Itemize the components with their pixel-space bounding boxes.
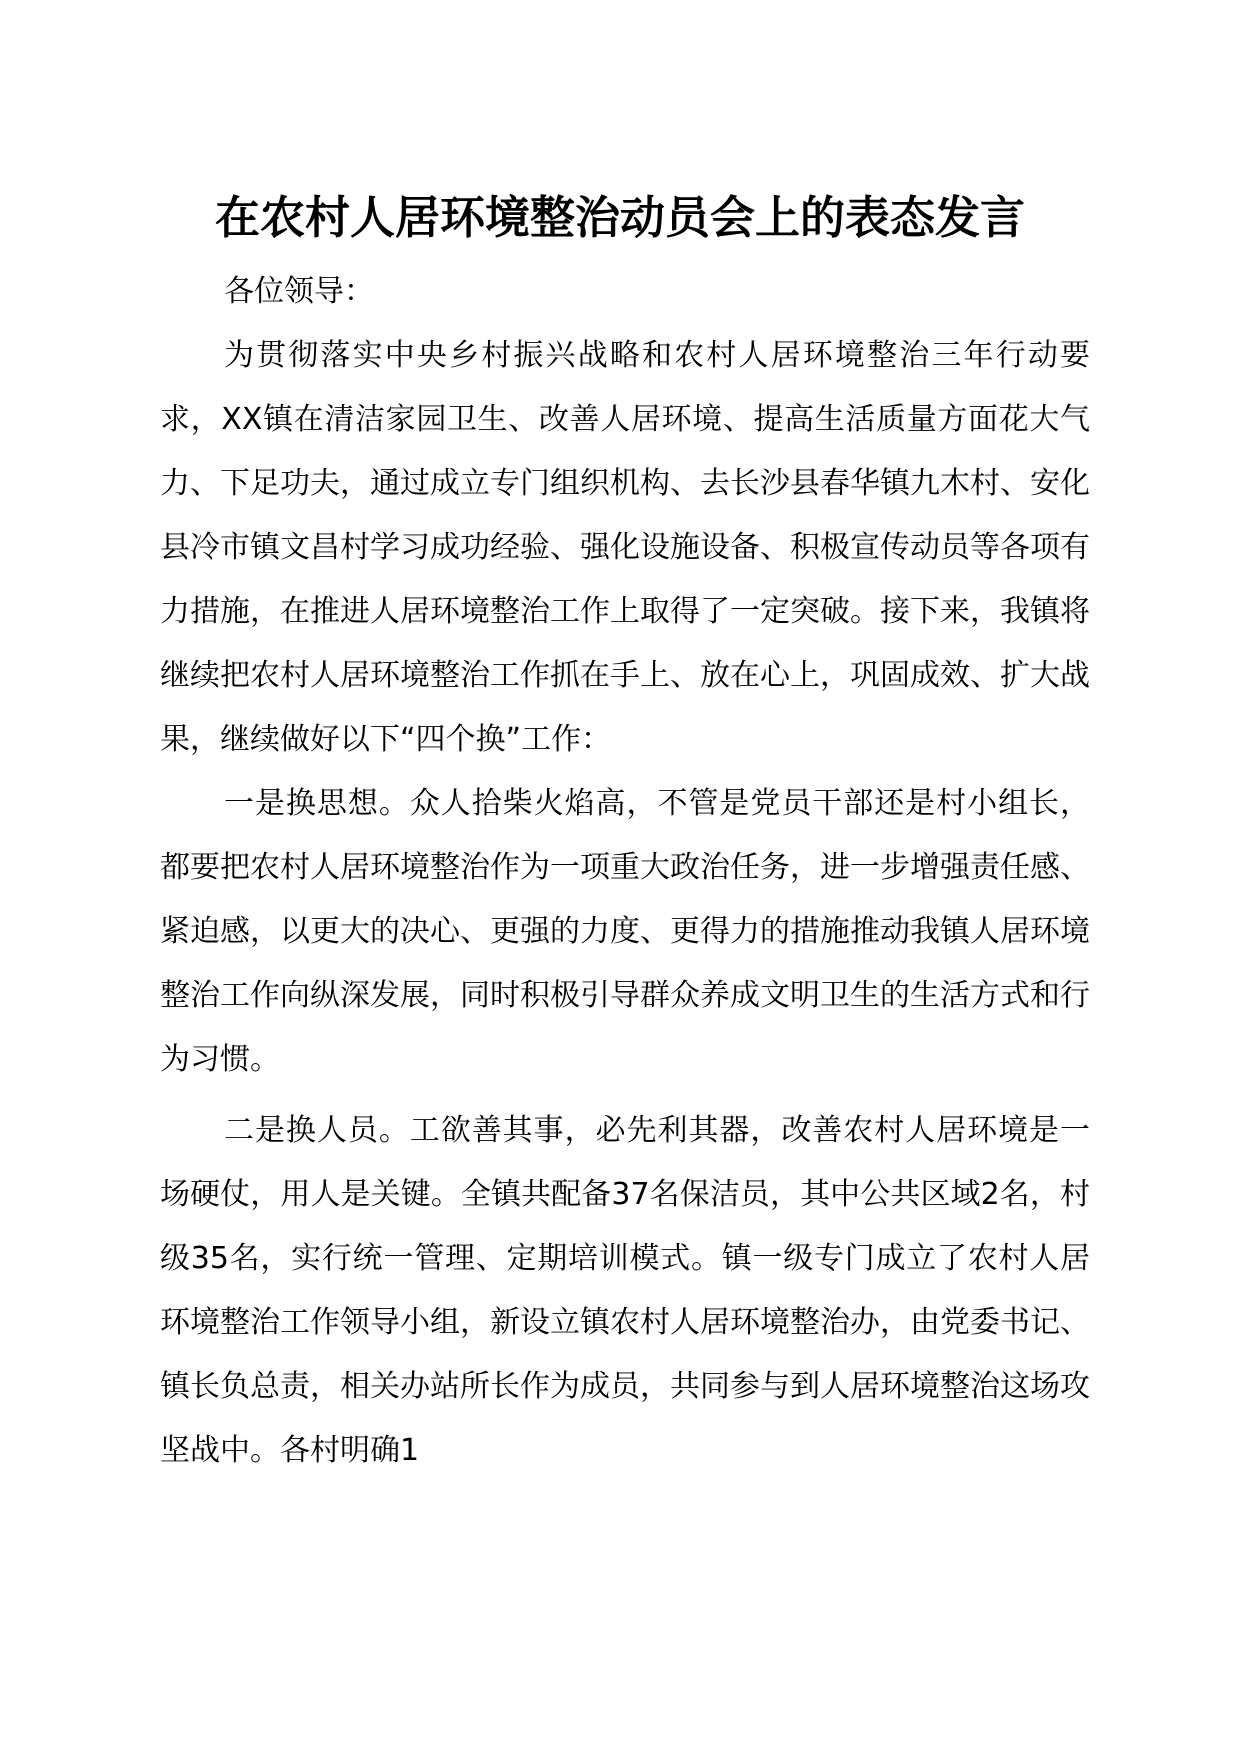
document-title: 在农村人居环境整治动员会上的表态发言	[214, 191, 1025, 244]
document-body	[160, 260, 1090, 1483]
paragraph-intro: 为贯彻落实中央乡村振兴战略和农村人居环境整治三年行动要求，XX镇在清洁家园卫生、改善人居环境、提高生活质量方面花大气力、下足功夫，通过成立专门组织机构、去长沙县春华镇九木村、安化县冷市镇文昌村学习成功经验、强化设施设备、积极宣传动员等各项有力措施，在推进人居环境整治工作上取得了一定突破。接下来，我镇将继续把农村人居环境整治工作抓在手上、放在心上，巩固成效、扩大战果，继续做好以下“四个换”工作：	[160, 338, 1090, 757]
salutation: 各位领导：	[224, 274, 374, 309]
paragraph-change-personnel: 二是换人员。工欲善其事，必先利其器，改善农村人居环境是一场硬仗，用人是关键。全镇共配备37名保洁员，其中公共区域2名，村级35名，实行统一管理、定期培训模式。镇一级专门成立了农村人居环境整治工作领导小组，新设立镇农村人居环境整治办，由党委书记、镇长负总责，相关办站所长作为成员，共同参与到人居环境整治这场攻坚战中。各村明确1	[160, 1113, 1090, 1468]
paragraph-change-thinking: 一是换思想。众人拾柴火焰高，不管是党员干部还是村小组长，都要把农村人居环境整治作为一项重大政治任务，进一步增强责任感、紧迫感，以更大的决心、更强的力度、更得力的措施推动我镇人居环境整治工作向纵深发展，同时积极引导群众养成文明卫生的生活方式和行为习惯。	[160, 786, 1090, 1077]
